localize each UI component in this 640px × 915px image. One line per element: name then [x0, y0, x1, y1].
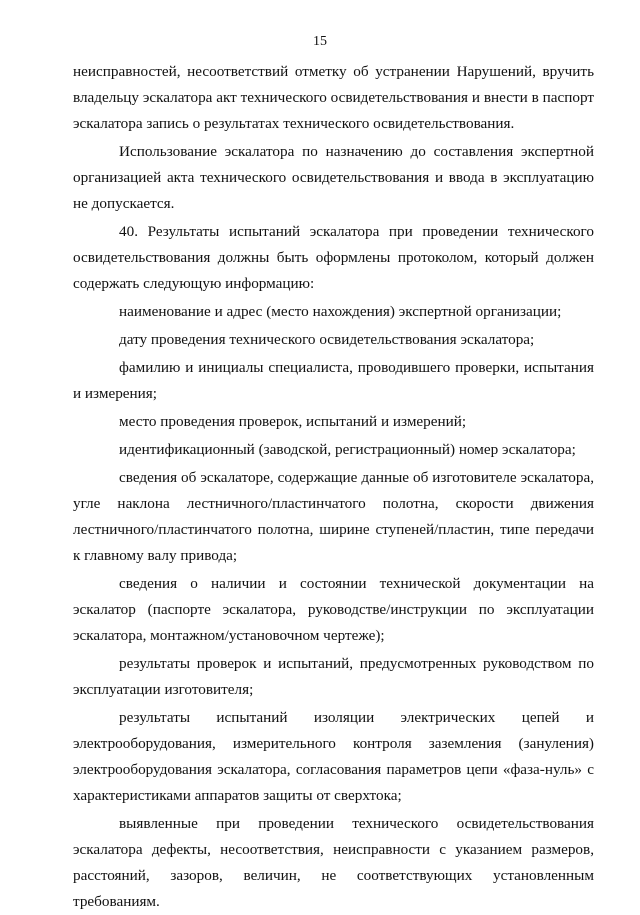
list-item-documentation: сведения о наличии и состоянии технической документации на эскалатор (паспорте эскалатора, руководстве/инструкции по эксплуатации эскалатора, монтажном/установочном чертеже);	[73, 575, 594, 644]
list-item-detected-defects: выявленные при проведении технического освидетельствования эскалатора дефекты, несоответствия, неисправности с указанием размеров, расстояний, зазоров, величин, не соответствующих установленным требованиям.	[73, 815, 594, 910]
list-item-escalator-details: сведения об эскалаторе, содержащие данные об изготовителе эскалатора, угле наклона лестничного/пластинчатого полотна, скорости движения лестничного/пластинчатого полотна, ширине ступеней/пластин, типе передачи к главному валу привода;	[73, 469, 594, 564]
list-item-inspection-place: место проведения проверок, испытаний и измерений;	[119, 413, 467, 430]
paragraph-usage-prohibition: Использование эскалатора по назначению до составления экспертной организацией акта технического освидетельствования и ввода в эксплуатацию не допускается.	[73, 143, 594, 212]
document-body	[73, 59, 594, 915]
paragraph-item-40: 40. Результаты испытаний эскалатора при проведении технического освидетельствования должны быть оформлены протоколом, который должен содержать следующую информацию:	[73, 223, 594, 292]
list-item-expert-organization: наименование и адрес (место нахождения) экспертной организации;	[119, 303, 562, 320]
list-item-test-results: результаты проверок и испытаний, предусмотренных руководством по эксплуатации изготовителя;	[73, 655, 594, 698]
list-item-escalator-number: идентификационный (заводской, регистрационный) номер эскалатора;	[119, 441, 576, 458]
list-item-inspection-date: дату проведения технического освидетельствования эскалатора;	[119, 331, 535, 348]
list-item-specialist-name: фамилию и инициалы специалиста, проводившего проверки, испытания и измерения;	[73, 359, 594, 402]
paragraph-continuation: неисправностей, несоответствий отметку об устранении Нарушений, вручить владельцу эскалатора акт технического освидетельствования и внести в паспорт эскалатора запись о результатах технического освидетельствования.	[73, 63, 594, 132]
list-item-insulation-tests: результаты испытаний изоляции электрических цепей и электрооборудования, измерительного контроля заземления (зануления) электрооборудования эскалатора, согласования параметров цепи «фаза-нуль» с характеристиками аппаратов защиты от сверхтока;	[73, 709, 594, 804]
page-number: 15	[313, 34, 327, 49]
